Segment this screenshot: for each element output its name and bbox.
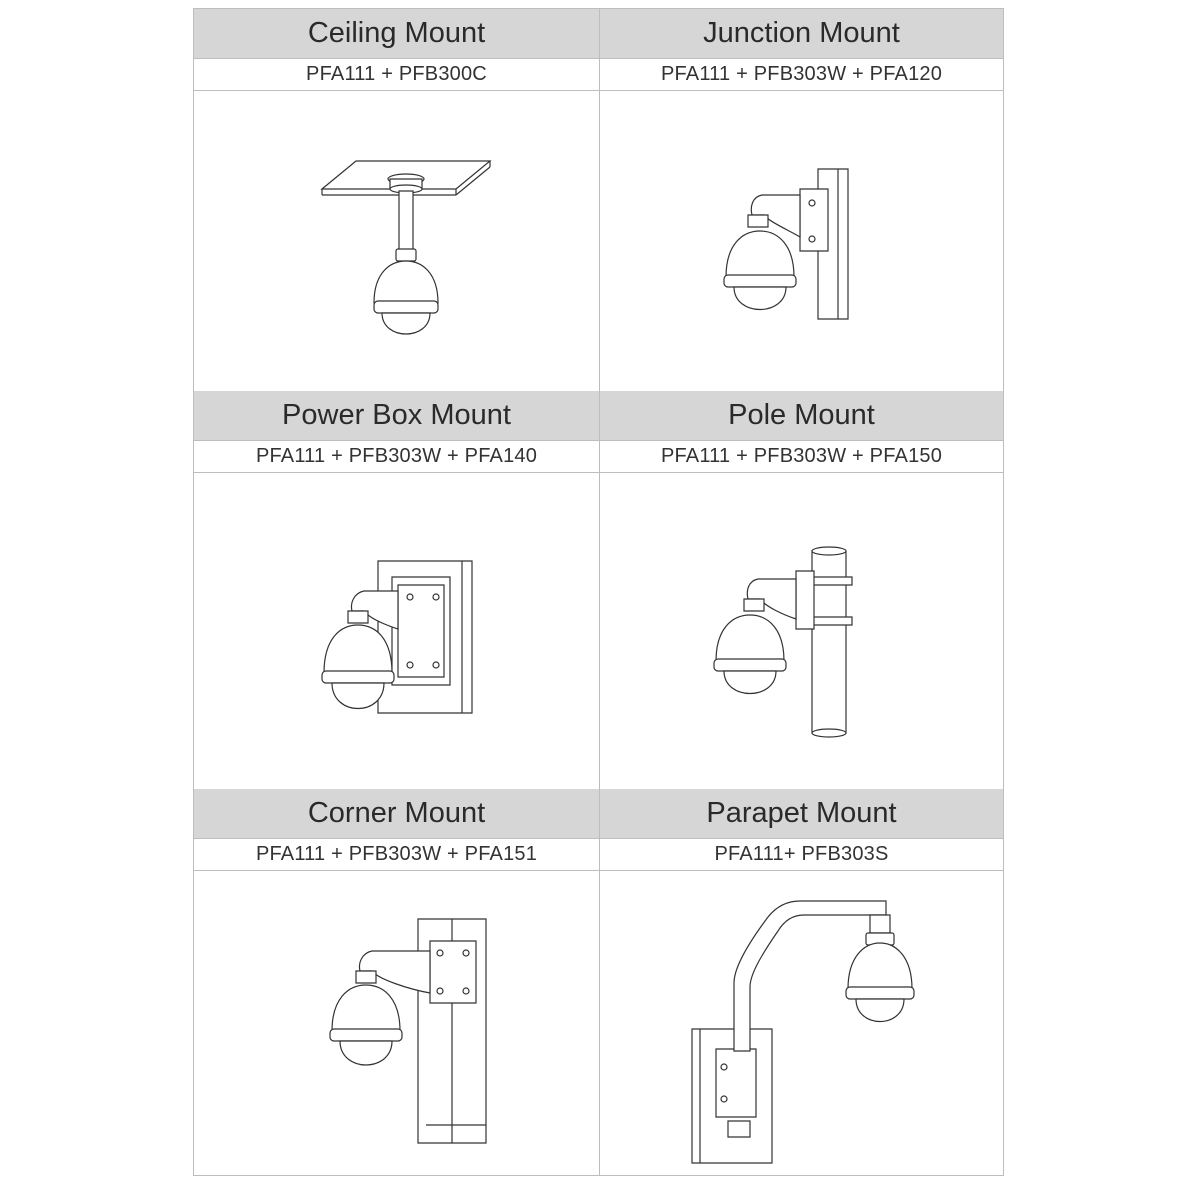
mount-models-corner: PFA111 + PFB303W + PFA151 xyxy=(194,839,599,871)
junction-mount-camera-icon xyxy=(600,91,1003,391)
mount-models-junction: PFA111 + PFB303W + PFA120 xyxy=(600,59,1003,91)
mount-title-parapet: Parapet Mount xyxy=(600,789,1003,839)
power-box-mount-camera-icon xyxy=(194,473,599,789)
mount-options-table xyxy=(193,8,1004,1176)
mount-title-power-box: Power Box Mount xyxy=(194,391,599,441)
mount-row-3 xyxy=(194,789,1003,1177)
mount-models-ceiling: PFA111 + PFB300C xyxy=(194,59,599,91)
ceiling-mount-camera-icon xyxy=(194,91,599,391)
mount-models-pole: PFA111 + PFB303W + PFA150 xyxy=(600,441,1003,473)
mount-models-power-box: PFA111 + PFB303W + PFA140 xyxy=(194,441,599,473)
parapet-mount-camera-icon xyxy=(600,871,1003,1176)
mount-row-1 xyxy=(194,9,1003,391)
corner-mount-camera-icon xyxy=(194,871,599,1176)
mount-title-corner: Corner Mount xyxy=(194,789,599,839)
mount-title-junction: Junction Mount xyxy=(600,9,1003,59)
mount-row-2 xyxy=(194,391,1003,789)
mount-title-pole: Pole Mount xyxy=(600,391,1003,441)
pole-mount-camera-icon xyxy=(600,473,1003,789)
mount-title-ceiling: Ceiling Mount xyxy=(194,9,599,59)
mount-models-parapet: PFA111+ PFB303S xyxy=(600,839,1003,871)
